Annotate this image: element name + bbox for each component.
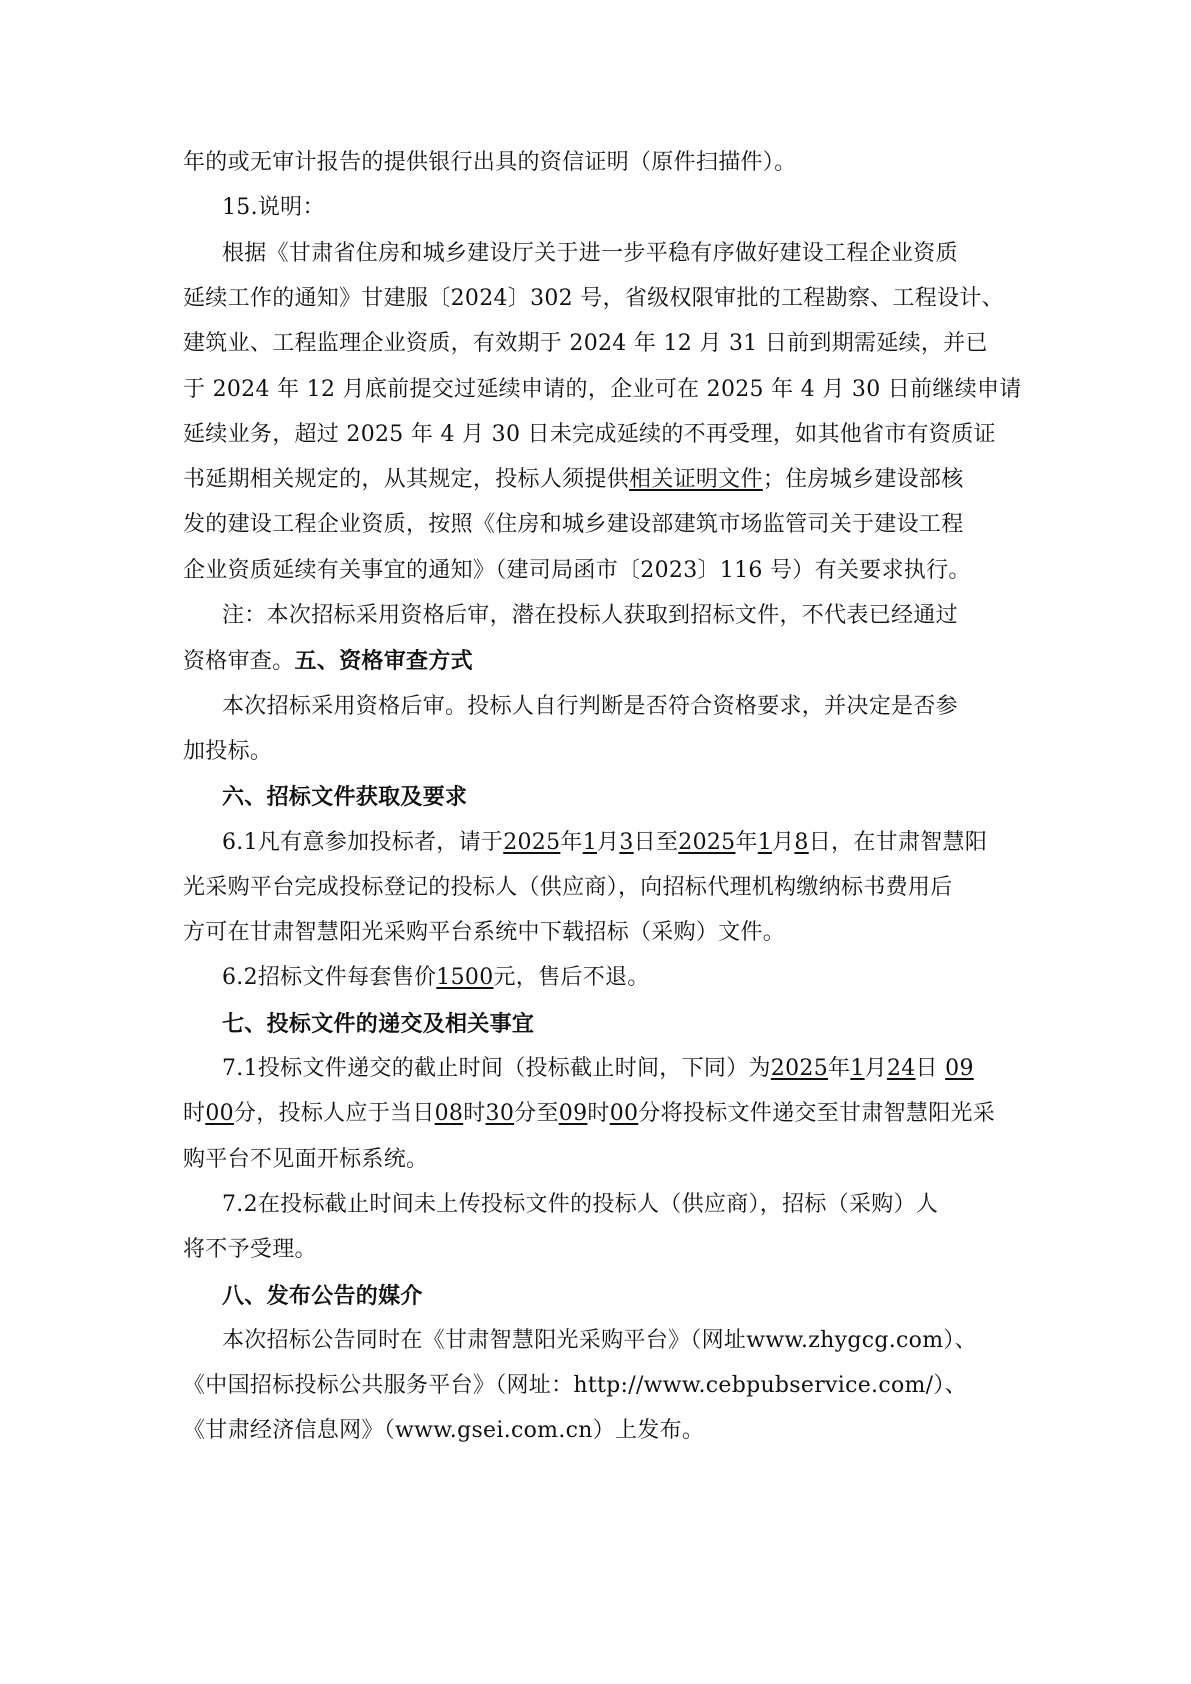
underlined-value: 3 xyxy=(619,830,634,855)
text-line xyxy=(222,828,987,858)
text-line xyxy=(222,1054,974,1084)
text-line xyxy=(222,963,650,993)
text-line xyxy=(183,1235,317,1265)
section-15-heading xyxy=(222,193,325,223)
bold-heading-text: 六、招标文件获取及要求 xyxy=(222,784,468,810)
text-line xyxy=(183,465,964,495)
underlined-value: 2025 xyxy=(770,1056,828,1081)
underlined-value: 2025 xyxy=(503,830,561,855)
text-segment: 时 xyxy=(463,1101,486,1126)
note-line xyxy=(222,601,958,631)
text-line xyxy=(183,148,796,178)
text-segment: 延续工作的通知》甘建服〔2024〕302 号，省级权限审批的工程勘察、工程设计、 xyxy=(183,286,1004,311)
text-line xyxy=(222,239,958,269)
underlined-value: 30 xyxy=(485,1101,515,1126)
section-5-heading xyxy=(183,646,473,677)
underlined-value: 00 xyxy=(609,1101,639,1126)
text-segment: 年的或无审计报告的提供银行出具的资信证明（原件扫描件）。 xyxy=(183,150,797,175)
bold-heading-text: 五、资格审查方式 xyxy=(294,648,473,674)
text-segment: 《甘肃经济信息网》（www.gsei.com.cn）上发布。 xyxy=(183,1418,705,1443)
text-segment: 年 xyxy=(828,1056,851,1081)
text-segment: 延续业务，超过 2025 年 4 月 30 日未完成延续的不再受理，如其他省市有资质证 xyxy=(183,422,996,447)
text-segment: 元，售后不退。 xyxy=(493,965,650,990)
section-8-heading xyxy=(222,1281,423,1312)
text-segment: 分将投标文件递交至甘肃智慧阳光采 xyxy=(638,1101,996,1126)
text-line xyxy=(183,737,272,767)
underlined-value: 09 xyxy=(945,1056,974,1081)
section-6-heading xyxy=(222,782,467,813)
text-segment: 日至 xyxy=(633,830,679,855)
text-segment: 方可在甘肃智慧阳光采购平台系统中下载招标（采购）文件。 xyxy=(183,920,786,945)
underlined-value: 09 xyxy=(558,1101,588,1126)
text-segment: 根据《甘肃省住房和城乡建设厅关于进一步平稳有序做好建设工程企业资质 xyxy=(222,241,958,266)
text-segment: 时 xyxy=(587,1101,610,1126)
text-segment: 7.2在投标截止时间未上传投标文件的投标人（供应商），招标（采购）人 xyxy=(222,1192,939,1217)
underlined-value: 1 xyxy=(582,830,598,855)
text-line xyxy=(183,1371,967,1401)
underlined-value: 00 xyxy=(205,1101,234,1126)
text-line xyxy=(183,510,964,540)
text-segment: 月 xyxy=(864,1056,887,1081)
text-segment: 书延期相关规定的，从其规定，投标人须提供 xyxy=(183,467,630,492)
text-segment: 日，在甘肃智慧阳 xyxy=(808,830,988,855)
text-segment: 15.说明： xyxy=(222,195,325,220)
text-line xyxy=(183,918,785,948)
text-segment: 分，投标人应于当日 xyxy=(233,1101,435,1126)
text-segment: 将不予受理。 xyxy=(183,1237,317,1262)
text-segment: 注：本次招标采用资格后审，潜在投标人获取到招标文件，不代表已经通过 xyxy=(222,603,958,628)
underlined-value: 08 xyxy=(434,1101,464,1126)
text-line xyxy=(183,1416,704,1446)
text-segment: 购平台不见面开标系统。 xyxy=(183,1147,429,1172)
text-segment: 月 xyxy=(772,830,795,855)
bold-heading-text: 八、发布公告的媒介 xyxy=(222,1283,423,1309)
section-7-heading xyxy=(222,1009,534,1040)
text-segment: 《中国招标投标公共服务平台》（网址：http://www.cebpubservice.com/）、 xyxy=(183,1373,967,1398)
text-line xyxy=(183,420,996,450)
text-segment: 月 xyxy=(597,830,620,855)
text-line xyxy=(183,329,988,359)
text-segment: 建筑业、工程监理企业资质，有效期于 2024 年 12 月 31 日前到期需延续，并已 xyxy=(183,331,988,356)
text-segment: 分至 xyxy=(514,1101,559,1126)
text-line xyxy=(222,1190,938,1220)
underlined-value: 相关证明文件 xyxy=(629,467,763,492)
text-segment: 资格审查。 xyxy=(183,649,295,674)
text-segment: 光采购平台完成投标登记的投标人（供应商），向招标代理机构缴纳标书费用后 xyxy=(183,875,953,900)
text-line xyxy=(183,556,971,586)
underlined-value: 1 xyxy=(757,830,773,855)
text-segment: 6.1凡有意参加投标者，请于 xyxy=(222,830,504,855)
text-line xyxy=(222,1326,977,1356)
text-segment: 本次招标采用资格后审。投标人自行判断是否符合资格要求，并决定是否参 xyxy=(222,694,958,719)
text-line xyxy=(222,692,958,722)
text-segment: 年 xyxy=(560,830,583,855)
bold-heading-text: 七、投标文件的递交及相关事宜 xyxy=(222,1011,535,1037)
text-segment: 加投标。 xyxy=(183,739,273,764)
text-segment: 发的建设工程企业资质，按照《住房和城乡建设部建筑市场监管司关于建设工程 xyxy=(183,512,964,537)
underlined-value: 8 xyxy=(794,830,809,855)
text-line xyxy=(183,873,953,903)
underlined-value: 2025 xyxy=(678,830,736,855)
text-segment: ；住房城乡建设部核 xyxy=(762,467,964,492)
text-line xyxy=(183,284,1004,314)
text-segment: 时 xyxy=(183,1101,206,1126)
underlined-value: 1 xyxy=(850,1056,865,1081)
text-line xyxy=(183,1145,428,1175)
underlined-value: 24 xyxy=(886,1056,916,1081)
text-segment: 本次招标公告同时在《甘肃智慧阳光采购平台》（网址www.zhygcg.com）、 xyxy=(222,1328,977,1353)
text-line xyxy=(183,375,1022,405)
text-segment: 年 xyxy=(735,830,758,855)
text-segment: 日 xyxy=(915,1056,946,1081)
text-segment: 6.2招标文件每套售价 xyxy=(222,965,437,990)
text-segment: 企业资质延续有关事宜的通知》（建司局函市〔2023〕116 号）有关要求执行。 xyxy=(183,558,971,583)
underlined-value: 1500 xyxy=(436,965,494,990)
text-segment: 7.1投标文件递交的截止时间（投标截止时间，下同）为 xyxy=(222,1056,771,1081)
text-line xyxy=(183,1099,995,1129)
text-segment: 于 2024 年 12 月底前提交过延续申请的，企业可在 2025 年 4 月 30 日前继续申请 xyxy=(183,377,1022,402)
